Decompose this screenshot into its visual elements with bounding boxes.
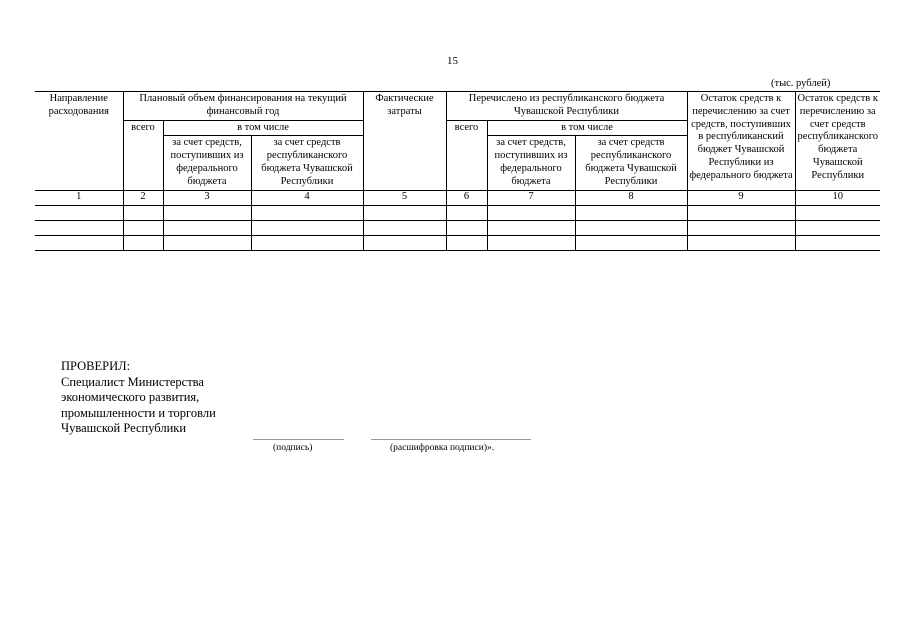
signature-line [253, 439, 344, 440]
header-total-transferred: всего [446, 120, 487, 190]
header-transferred: Перечислено из республиканского бюджета Чувашской Республики [446, 92, 687, 121]
col-num-3: 3 [163, 190, 251, 205]
header-total-planned: всего [123, 120, 163, 190]
header-republic-transferred: за счет средств республиканского бюджета Чувашской Республики [575, 136, 687, 190]
header-planned: Плановый объем финансирования на текущий финансовый год [123, 92, 363, 121]
header-federal-planned: за счет средств, поступивших из федерального бюджета [163, 136, 251, 190]
table-row [35, 235, 880, 250]
header-remainder-federal: Остаток средств к перечислению за счет средств, поступивших в республиканский бюджет Чувашской Республики из федерального бюджета [687, 92, 795, 191]
header-row-1 [35, 92, 880, 121]
header-including-transferred: в том числе [487, 120, 687, 136]
col-num-10: 10 [795, 190, 880, 205]
col-num-4: 4 [251, 190, 363, 205]
col-num-6: 6 [446, 190, 487, 205]
units-label: (тыс. рублей) [771, 78, 831, 89]
position-line: промышленности и торговли [61, 405, 216, 420]
header-actual: Фактические затраты [363, 92, 446, 191]
checked-label: ПРОВЕРИЛ: [61, 359, 131, 373]
page-number: 15 [447, 55, 458, 67]
table-row [35, 220, 880, 235]
signature-caption: (подпись) [273, 443, 313, 453]
column-number-row [35, 190, 880, 205]
col-num-9: 9 [687, 190, 795, 205]
signature-block [61, 359, 216, 437]
position-line: Специалист Министерства [61, 374, 204, 389]
col-num-2: 2 [123, 190, 163, 205]
header-republic-planned: за счет средств республиканского бюджета Чувашской Республики [251, 136, 363, 190]
header-federal-transferred: за счет средств, поступивших из федерального бюджета [487, 136, 575, 190]
decode-line [371, 439, 531, 440]
decode-caption: (расшифровка подписи)». [390, 443, 495, 453]
position-line: Чувашской Республики [61, 421, 187, 435]
header-including-planned: в том числе [163, 120, 363, 136]
report-table [35, 91, 880, 251]
col-num-1: 1 [35, 190, 123, 205]
col-num-8: 8 [575, 190, 687, 205]
col-num-7: 7 [487, 190, 575, 205]
header-direction: Направление расходования [35, 92, 123, 191]
col-num-5: 5 [363, 190, 446, 205]
header-remainder-republic: Остаток средств к перечислению за счет средств республиканского бюджета Чувашской Республики [795, 92, 880, 191]
position-line: экономического развития, [61, 390, 200, 404]
table-row [35, 205, 880, 220]
